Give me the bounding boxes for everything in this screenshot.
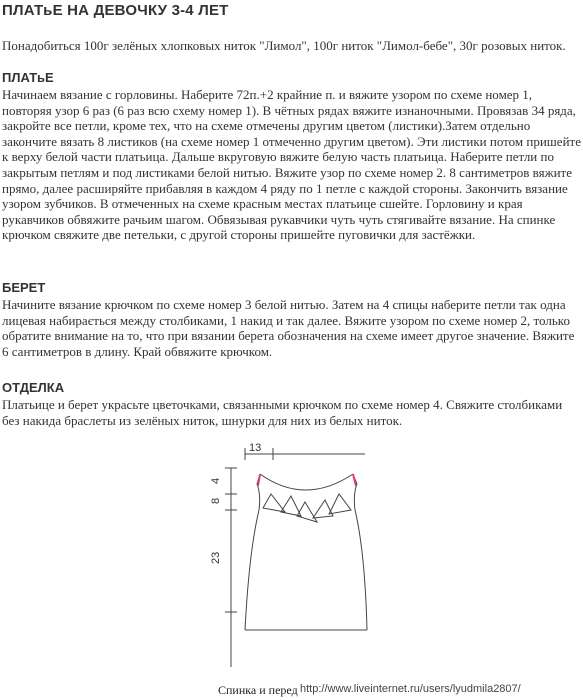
section-heading-beret: БЕРЕТ bbox=[2, 280, 46, 295]
leaf-1 bbox=[263, 494, 285, 512]
leaf-2 bbox=[281, 496, 301, 516]
section-heading-finish: ОТДЕЛКА bbox=[2, 380, 65, 395]
diagram-caption: Спинка и перед bbox=[218, 683, 298, 697]
left-side-seam bbox=[245, 510, 259, 630]
dress-pattern-diagram bbox=[205, 432, 375, 677]
neckline bbox=[260, 474, 353, 490]
leaf-5 bbox=[329, 494, 351, 514]
label-neck-depth: 4 bbox=[210, 477, 222, 484]
source-watermark: http://www.liveinternet.ru/users/lyudmila2807/ bbox=[300, 683, 521, 695]
seam-mark-left bbox=[258, 474, 260, 486]
section-text-dress: Начинаем вязание с горловины. Наберите 72п.+2 крайние п. и вяжите узором по схеме номер 1, повторяя узор 6 раз (6 раз всю схему номер 1). В чётных рядах вяжите изнаночными. Провязав 34 ряда, закройте все петли, кроме тех, что на схеме отмечены другим цветом (листики).Затем отдельно закончите вязать 8 листиков (на схеме номер 1 отмеченно другим цветом). Эти листики потом пришейте к верху белой части платьица. Дальше вкруговую вяжите белую часть платьица. Наберите петли по закрытым петлям и под листиками белой нитью. Вяжите узор по схеме номер 2. 8 сантиметров вяжите прямо, далее расширяйте прибавляя в каждом 4 ряду по 1 петле с каждой стороны. Закончить вязание узором зубчиков. В отмеченных на схеме красным местах платьице сшейте. Горловину и края рукавчиков обвяжите рачьим шагом. Обвязывая рукавчики чуть чуть стягивайте вязание. На спинке крючком свяжите две петельки, с другой стороны пришейте пуговички для застёжки. bbox=[2, 87, 581, 243]
label-armhole: 8 bbox=[210, 497, 222, 504]
section-heading-dress: ПЛАТьЕ bbox=[2, 70, 54, 85]
materials-intro: Понадобиться 100г зелёных хлопковых ниток "Лимол", 100г ниток "Лимол-бебе", 30г розовых ниток. bbox=[2, 38, 566, 53]
section-dress bbox=[2, 70, 582, 243]
label-top-width: 13 bbox=[249, 442, 262, 454]
section-beret bbox=[2, 280, 582, 359]
right-side-seam bbox=[355, 510, 367, 630]
section-text-finish: Платьице и берет украсьте цветочками, связанными крючком по схеме номер 4. Свяжите столбиками без накида браслеты из зелёных ниток, шнурки для них из белых ниток. bbox=[2, 397, 563, 428]
leaf-3 bbox=[297, 502, 317, 522]
section-finish bbox=[2, 380, 582, 428]
leaf-4 bbox=[313, 500, 333, 518]
page-title: ПЛАТьЕ НА ДЕВОЧКУ 3-4 ЛЕТ bbox=[2, 2, 229, 19]
section-text-beret: Начините вязание крючком по схеме номер 3 белой нитью. Затем на 4 спицы наберите петли так одна лицевая набирається между столбиками, 1 накид и так далее. Вяжите узором по схеме номер 2, только обратите внимание на то, что при вязании берета обозначения на схеме имеет другое значение. Вяжите 6 сантиметров в длину. Край обвяжите крючком. bbox=[2, 297, 575, 359]
label-skirt-length: 23 bbox=[210, 551, 222, 564]
dress-outline-svg bbox=[205, 432, 375, 677]
